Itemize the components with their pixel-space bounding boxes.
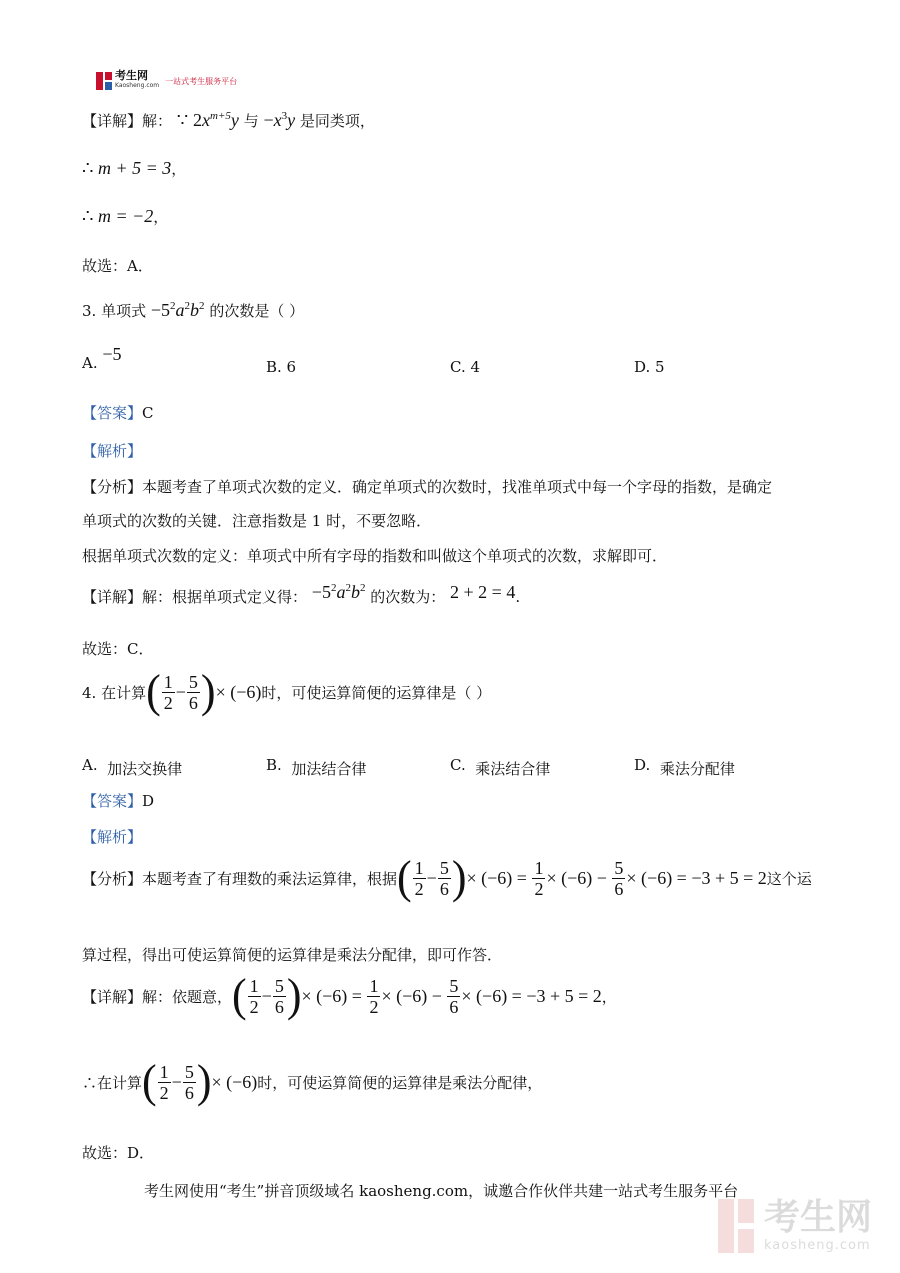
q3-stem: 3. 单项式 $-5^2a^2b^2$ 的次数是（ ） bbox=[82, 300, 305, 320]
logo-slogan: 一站式考生服务平台 bbox=[165, 76, 238, 86]
watermark-domain: kaosheng.com bbox=[764, 1238, 871, 1253]
q3-detail: 【详解】解：根据单项式定义得： $-5^2a^2b^2$ 的次数为： 2 + 2 = 4. bbox=[82, 582, 521, 606]
term-1: $2x^{m+5}y$ bbox=[193, 110, 239, 130]
q4-option-d[interactable]: D. 乘法分配律 bbox=[634, 756, 735, 778]
q3-monomial: $-5^2a^2b^2$ bbox=[150, 300, 205, 320]
term-2: $-x^3y$ bbox=[263, 110, 296, 130]
q4-choice: 故选：D． bbox=[82, 1144, 155, 1162]
p2-step-1: ∴ m + 5 = 3， bbox=[82, 158, 187, 178]
watermark-logo-icon bbox=[718, 1199, 758, 1253]
p2-choice: 故选：A． bbox=[82, 257, 153, 275]
q3-analysis-2: 单项式的次数的关键．注意指数是 1 时，不要忽略． bbox=[82, 512, 432, 530]
q3-option-d[interactable]: D. 5 bbox=[634, 358, 665, 376]
logo-name: 考生网 bbox=[115, 69, 148, 82]
q3-jiexi: 【解析】 bbox=[82, 442, 143, 460]
q4-option-c[interactable]: C. 乘法结合律 bbox=[450, 756, 551, 778]
footer-text: 考生网使用“考生”拼音顶级域名 kaosheng.com，诚邀合作伙伴共建一站式考生服务平台 bbox=[144, 1182, 739, 1200]
q4-answer: 【答案】D bbox=[82, 792, 155, 810]
watermark-logo bbox=[718, 1198, 872, 1253]
q4-analysis-1: 【分析】本题考查了有理数的乘法运算律，根据 ( $\frac{1}{2}$ − $\frac{5}{6}$ ) × (−6) = $\frac{1}{2}$ × (−6) − $\frac{5}{6}$ × (−6) = −3 + 5 = 2 这个运 bbox=[82, 851, 812, 904]
q4-detail: 【详解】解：依题意， ( $\frac{1}{2}$ − $\frac{5}{6}$ ) × (−6) = $\frac{1}{2}$ × (−6) − $\frac{5}{6}$ × (−6) = −3 + 5 = 2 ， bbox=[82, 969, 617, 1022]
q4-expression: ( $\frac{1}{2}$ − $\frac{5}{6}$ ) × (−6) bbox=[146, 665, 262, 718]
p2-step-2: ∴ m = −2， bbox=[82, 206, 169, 226]
q3-option-c[interactable]: C. 4 bbox=[450, 358, 481, 376]
q3-answer: 【答案】C bbox=[82, 404, 154, 422]
p2-detail-line: 【详解】解： ∵ $2x^{m+5}y$ 与 $-x^3y$ 是同类项， bbox=[82, 110, 375, 130]
q4-jiexi: 【解析】 bbox=[82, 828, 143, 846]
q3-analysis-1: 【分析】本题考查了单项式次数的定义．确定单项式的次数时，找准单项式中每一个字母的指数，是确定 bbox=[82, 478, 773, 496]
header-logo bbox=[96, 71, 237, 91]
q4-stem: 4. 在计算 ( $\frac{1}{2}$ − $\frac{5}{6}$ ) × (−6) 时，可使运算简便的运算律是（ ） bbox=[82, 665, 492, 718]
q3-option-a[interactable]: A. −5 bbox=[82, 344, 122, 372]
logo-domain: Kaosheng.com bbox=[115, 82, 160, 89]
q4-therefore: ∴在计算 ( $\frac{1}{2}$ − $\frac{5}{6}$ ) × (−6) 时，可使运算简便的运算律是乘法分配律， bbox=[82, 1055, 543, 1108]
q4-option-b[interactable]: B. 加法结合律 bbox=[266, 756, 367, 778]
q4-option-a[interactable]: A. 加法交换律 bbox=[82, 756, 183, 778]
q3-option-b[interactable]: B. 6 bbox=[266, 358, 297, 376]
q4-analysis-2: 算过程，得出可使运算简便的运算律是乘法分配律，即可作答． bbox=[82, 946, 503, 964]
logo-icon bbox=[96, 72, 112, 90]
q3-rule: 根据单项式次数的定义：单项式中所有字母的指数和叫做这个单项式的次数，求解即可． bbox=[82, 547, 668, 565]
watermark-name: 考生网 bbox=[764, 1197, 873, 1238]
q3-choice: 故选：C． bbox=[82, 640, 154, 658]
